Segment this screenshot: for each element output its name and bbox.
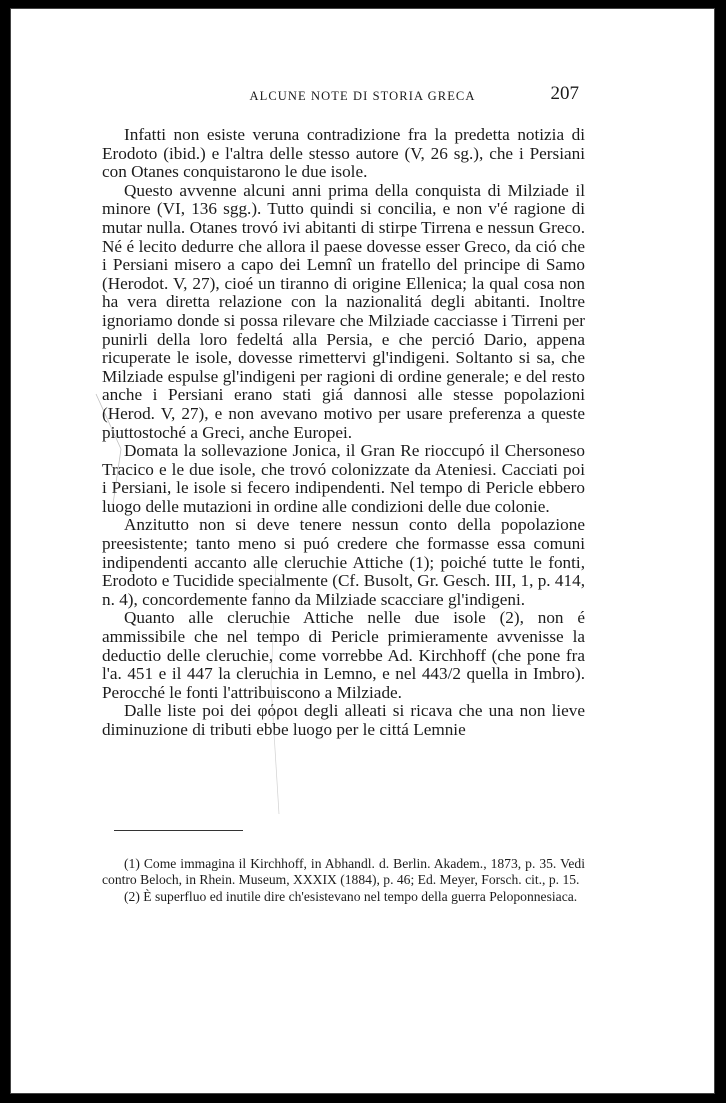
paragraph-6: Dalle liste poi dei φόροι degli alleati si ricava che una non lieve diminuzione di tributi ebbe luogo per le cittá Lemnie: [102, 701, 585, 739]
body-text: [102, 126, 585, 740]
scanned-book-page: [10, 8, 715, 1094]
footnote-2: (2) È superfluo ed inutile dire ch'esistevano nel tempo della guerra Peloponnesiaca.: [124, 888, 578, 904]
footnote-rule: [114, 830, 243, 831]
paragraph-2: Questo avvenne alcuni anni prima della conquista di Milziade il minore (VI, 136 sgg.). Tutto quindi si concilia, e non v'é ragione di mutar nulla. Otanes trovó ivi abitanti di stirpe Tirrena e nessun Greco. Né é lecito dedurre che allora il paese dovesse esser Greco, da ció che i Persiani misero a capo dei Lemnî un fratello del principe di Samo (Herodot. V, 27), cioé un tiranno di origine Ellenica; la qual cosa non ha vera diretta relazione con la nazionalitá degli abitanti. Inoltre ignoriamo donde si possa rilevare che Milziade cacciasse i Tirreni per punirli della loro fedeltá alla Persia, e che perció Dario, appena ricuperate le isole, dovesse rimettervi gl'indigeni. Soltanto si sa, che Milziade espulse gl'indigeni per ragioni di ordine generale; e del resto anche i Persiani erano stati giá dannosi alle stesse popolazioni (Herod. V, 27), e non avevano motivo per usare preferenza a queste piuttostoché a Greci, anche Europei.: [102, 180, 585, 442]
running-head: [11, 79, 714, 109]
running-title: ALCUNE NOTE DI STORIA GRECA: [249, 89, 476, 103]
footnotes: [102, 856, 585, 905]
footnote-1: (1) Come immagina il Kirchhoff, in Abhandl. d. Berlin. Akadem., 1873, p. 35. Vedi contro Beloch, in Rhein. Museum, XXXIX (1884), p. 46; Ed. Meyer, Forsch. cit., p. 15.: [102, 856, 585, 888]
paragraph-3: Domata la sollevazione Jonica, il Gran Re rioccupó il Chersoneso Tracico e le due isole, che trovó colonizzate da Ateniesi. Cacciati poi i Persiani, le isole si fecero indipendenti. Nel tempo di Pericle ebbero luogo delle mutazioni in ordine alle condizioni delle due colonie.: [102, 441, 585, 516]
paragraph-1: Infatti non esiste veruna contradizione fra la predetta notizia di Erodoto (ibid.) e l'altra delle stesso autore (V, 26 sg.), che i Persiani con Otanes conquistarono le due isole.: [102, 125, 585, 182]
page-number: 207: [550, 83, 579, 104]
paragraph-4: Anzitutto non si deve tenere nessun conto della popolazione preesistente; tanto meno si puó credere che formasse essa comuni indipendenti accanto alle cleruchie Attiche (1); poiché tutte le fonti, Erodoto e Tucidide specialmente (Cf. Busolt, Gr. Gesch. III, 1, p. 414, n. 4), concordemente fanno da Milziade scacciare gl'indigeni.: [102, 515, 585, 609]
paragraph-5: Quanto alle cleruchie Attiche nelle due isole (2), non é ammissibile che nel tempo di Pericle primieramente avvenisse la deductio delle cleruchie, come vorrebbe Ad. Kirchhoff (che pone fra l'a. 451 e il 447 la cleruchia in Lemno, e nel 443/2 quella in Imbro). Perocché le fonti l'attribuiscono a Milziade.: [102, 608, 585, 702]
